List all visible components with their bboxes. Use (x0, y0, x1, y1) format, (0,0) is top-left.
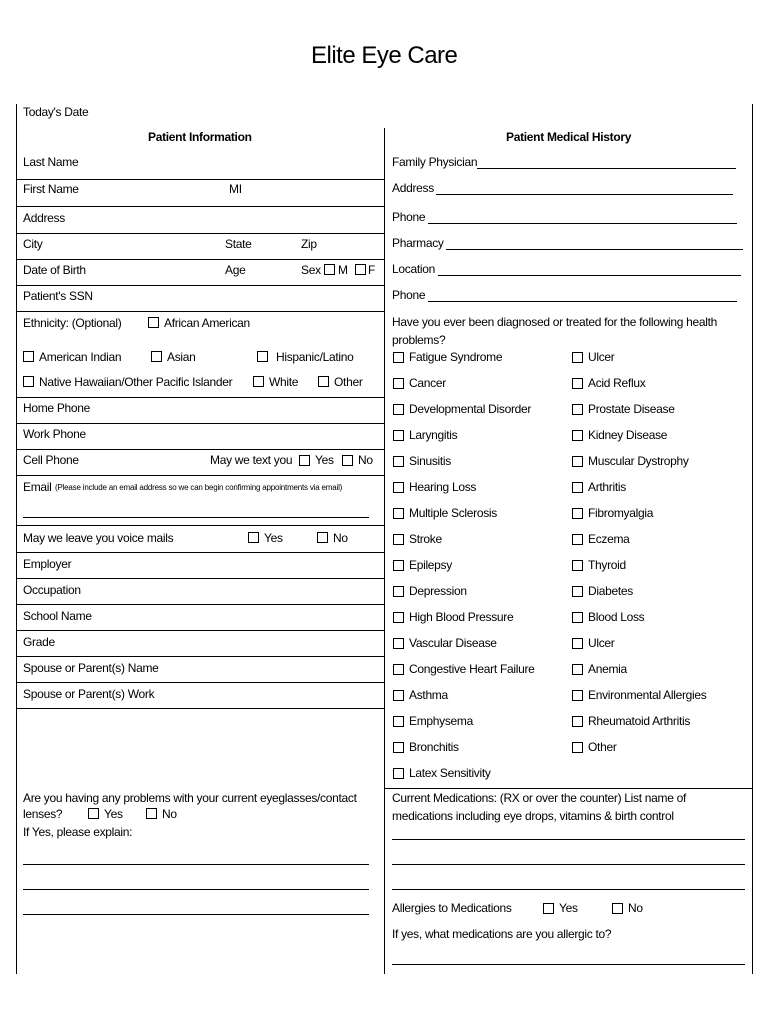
hawaiian-checkbox[interactable] (23, 376, 34, 387)
american-indian-checkbox[interactable] (23, 351, 34, 362)
condition-label: Hearing Loss (409, 480, 477, 494)
condition-label: Ulcer (588, 350, 615, 364)
sex-m-label: M (338, 263, 348, 277)
sex-f-label: F (368, 263, 376, 277)
condition-checkbox[interactable] (393, 768, 404, 779)
divider (17, 656, 384, 657)
location-label: Location (392, 262, 435, 276)
voicemail-no-checkbox[interactable] (317, 532, 328, 543)
condition-checkbox[interactable] (572, 664, 583, 675)
condition-checkbox[interactable] (393, 690, 404, 701)
condition-checkbox[interactable] (572, 742, 583, 753)
african-american-label: African American (164, 316, 250, 330)
white-checkbox[interactable] (253, 376, 264, 387)
divider (17, 552, 384, 553)
eyeglass-yes-label: Yes (104, 807, 123, 821)
condition-checkbox[interactable] (572, 456, 583, 467)
explain-line-3[interactable] (23, 914, 369, 915)
medications-line-2[interactable] (392, 864, 745, 865)
condition-checkbox[interactable] (572, 690, 583, 701)
sex-label: Sex (301, 263, 321, 277)
condition-label: Vascular Disease (409, 636, 497, 650)
divider (17, 708, 384, 709)
condition-checkbox[interactable] (572, 482, 583, 493)
divider (17, 630, 384, 631)
voicemail-question: May we leave you voice mails (23, 531, 174, 545)
age-label[interactable]: Age (225, 263, 246, 277)
cell-phone-label[interactable]: Cell Phone (23, 453, 79, 467)
condition-label: Fibromyalgia (588, 506, 654, 520)
condition-label: Blood Loss (588, 610, 645, 624)
eyeglass-question-line2: lenses? (23, 807, 63, 821)
white-label: White (269, 375, 299, 389)
physician-address-input[interactable] (436, 194, 733, 195)
physician-phone-label: Phone (392, 210, 426, 224)
city-label[interactable]: City (23, 237, 43, 251)
voicemail-yes-checkbox[interactable] (248, 532, 259, 543)
medications-line1: Current Medications: (RX or over the counter) List name of (392, 791, 687, 805)
asian-label: Asian (167, 350, 196, 364)
email-label[interactable]: Email (23, 480, 52, 494)
condition-label: Ulcer (588, 636, 615, 650)
other-ethnicity-checkbox[interactable] (318, 376, 329, 387)
allergies-no-checkbox[interactable] (612, 903, 623, 914)
condition-label: Prostate Disease (588, 402, 675, 416)
physician-phone-input[interactable] (428, 223, 737, 224)
explain-label: If Yes, please explain: (23, 825, 133, 839)
african-american-checkbox[interactable] (148, 317, 159, 328)
condition-checkbox[interactable] (572, 716, 583, 727)
asian-checkbox[interactable] (151, 351, 162, 362)
allergies-label: Allergies to Medications (392, 901, 512, 915)
condition-checkbox[interactable] (572, 352, 583, 363)
divider (17, 311, 384, 312)
condition-label: Acid Reflux (588, 376, 646, 390)
condition-checkbox[interactable] (572, 638, 583, 649)
medical-history-header: Patient Medical History (506, 130, 632, 144)
condition-checkbox[interactable] (393, 482, 404, 493)
diagnosed-question-line1: Have you ever been diagnosed or treated for the following health (392, 315, 718, 329)
condition-checkbox[interactable] (393, 430, 404, 441)
condition-checkbox[interactable] (393, 716, 404, 727)
pharmacy-input[interactable] (446, 249, 743, 250)
address-label[interactable]: Address (23, 211, 65, 225)
eyeglass-question-line1: Are you having any problems with your current eyeglasses/contact (23, 791, 357, 805)
condition-label: Kidney Disease (588, 428, 668, 442)
divider (17, 682, 384, 683)
eyeglass-no-checkbox[interactable] (146, 808, 157, 819)
divider (17, 206, 384, 207)
condition-checkbox[interactable] (572, 534, 583, 545)
voicemail-no-label: No (333, 531, 348, 545)
todays-date-label[interactable]: Today's Date (23, 105, 89, 119)
email-note: (Please include an email address so we can begin confirming appointments via email) (55, 483, 343, 492)
last-name-label[interactable]: Last Name (23, 155, 79, 169)
dob-label[interactable]: Date of Birth (23, 263, 86, 277)
patient-information-header: Patient Information (148, 130, 252, 144)
condition-label: Multiple Sclerosis (409, 506, 497, 520)
email-input-line[interactable] (23, 517, 369, 518)
allergic-question: If yes, what medications are you allergic to? (392, 927, 612, 941)
american-indian-label: American Indian (39, 350, 122, 364)
condition-label: Cancer (409, 376, 446, 390)
hispanic-checkbox[interactable] (257, 351, 268, 362)
condition-checkbox[interactable] (572, 612, 583, 623)
condition-label: Thyroid (588, 558, 626, 572)
school-name-label[interactable]: School Name (23, 609, 92, 623)
divider (17, 449, 384, 450)
physician-address-label: Address (392, 181, 434, 195)
left-border (16, 104, 17, 974)
eyeglass-yes-checkbox[interactable] (88, 808, 99, 819)
condition-checkbox[interactable] (393, 404, 404, 415)
location-input[interactable] (438, 275, 741, 276)
condition-label: Asthma (409, 688, 448, 702)
text-no-checkbox[interactable] (342, 455, 353, 466)
voicemail-yes-label: Yes (264, 531, 283, 545)
condition-checkbox[interactable] (572, 508, 583, 519)
divider (385, 788, 752, 789)
condition-checkbox[interactable] (393, 664, 404, 675)
divider (17, 423, 384, 424)
condition-checkbox[interactable] (572, 586, 583, 597)
condition-label: Laryngitis (409, 428, 458, 442)
divider (17, 259, 384, 260)
allergies-yes-checkbox[interactable] (543, 903, 554, 914)
home-phone-label[interactable]: Home Phone (23, 401, 91, 415)
condition-label: Eczema (588, 532, 630, 546)
condition-checkbox[interactable] (572, 378, 583, 389)
condition-checkbox[interactable] (393, 638, 404, 649)
ethnicity-label: Ethnicity: (Optional) (23, 316, 122, 330)
employer-label[interactable]: Employer (23, 557, 72, 571)
allergies-yes-label: Yes (559, 901, 578, 915)
medications-line2: medications including eye drops, vitamins & birth control (392, 809, 674, 823)
text-question: May we text you (210, 453, 293, 467)
condition-checkbox[interactable] (572, 560, 583, 571)
divider (17, 233, 384, 234)
condition-label: Stroke (409, 532, 442, 546)
condition-checkbox[interactable] (393, 586, 404, 597)
divider (17, 397, 384, 398)
condition-checkbox[interactable] (393, 560, 404, 571)
condition-checkbox[interactable] (572, 430, 583, 441)
medications-line-3[interactable] (392, 889, 745, 890)
pharmacy-phone-label: Phone (392, 288, 426, 302)
condition-label: Latex Sensitivity (409, 766, 491, 780)
text-yes-checkbox[interactable] (299, 455, 310, 466)
sex-m-checkbox[interactable] (324, 264, 335, 275)
text-no-label: No (358, 453, 373, 467)
condition-label: Fatigue Syndrome (409, 350, 503, 364)
condition-label: Rheumatoid Arthritis (588, 714, 691, 728)
condition-label: Bronchitis (409, 740, 459, 754)
page-title: Elite Eye Care (311, 42, 458, 69)
hawaiian-label: Native Hawaiian/Other Pacific Islander (39, 375, 233, 389)
condition-label: Anemia (588, 662, 627, 676)
condition-label: Emphysema (409, 714, 473, 728)
work-phone-label[interactable]: Work Phone (23, 427, 86, 441)
condition-checkbox[interactable] (393, 456, 404, 467)
explain-line-2[interactable] (23, 889, 369, 890)
spouse-name-label[interactable]: Spouse or Parent(s) Name (23, 661, 159, 675)
spouse-work-label[interactable]: Spouse or Parent(s) Work (23, 687, 155, 701)
condition-label: Arthritis (588, 480, 626, 494)
state-label[interactable]: State (225, 237, 252, 251)
divider (17, 179, 384, 180)
allergic-input-line[interactable] (392, 964, 745, 965)
condition-checkbox[interactable] (393, 612, 404, 623)
explain-line-1[interactable] (23, 864, 369, 865)
condition-label: Sinusitis (409, 454, 451, 468)
condition-checkbox[interactable] (393, 352, 404, 363)
divider (17, 604, 384, 605)
condition-checkbox[interactable] (393, 742, 404, 753)
divider (17, 475, 384, 476)
eyeglass-no-label: No (162, 807, 177, 821)
divider (17, 285, 384, 286)
family-physician-input[interactable] (477, 168, 736, 169)
condition-label: Environmental Allergies (588, 688, 707, 702)
condition-label: Muscular Dystrophy (588, 454, 689, 468)
hispanic-label: Hispanic/Latino (276, 350, 354, 364)
mi-label[interactable]: MI (229, 182, 242, 196)
condition-label: Congestive Heart Failure (409, 662, 535, 676)
medications-line-1[interactable] (392, 839, 745, 840)
diagnosed-question-line2: problems? (392, 333, 446, 347)
zip-label[interactable]: Zip (301, 237, 317, 251)
condition-label: Depression (409, 584, 467, 598)
condition-checkbox[interactable] (393, 534, 404, 545)
pharmacy-phone-input[interactable] (428, 301, 737, 302)
ssn-label[interactable]: Patient's SSN (23, 289, 93, 303)
right-border (752, 104, 753, 974)
text-yes-label: Yes (315, 453, 334, 467)
condition-checkbox[interactable] (393, 508, 404, 519)
divider (17, 578, 384, 579)
condition-label: Developmental Disorder (409, 402, 532, 416)
condition-label: Diabetes (588, 584, 633, 598)
occupation-label[interactable]: Occupation (23, 583, 81, 597)
condition-checkbox[interactable] (572, 404, 583, 415)
condition-checkbox[interactable] (393, 378, 404, 389)
other-ethnicity-label: Other (334, 375, 363, 389)
condition-label: High Blood Pressure (409, 610, 514, 624)
condition-label: Epilepsy (409, 558, 452, 572)
center-divider (384, 128, 385, 974)
grade-label[interactable]: Grade (23, 635, 55, 649)
sex-f-checkbox[interactable] (355, 264, 366, 275)
family-physician-label: Family Physician (392, 155, 478, 169)
divider (17, 525, 384, 526)
condition-label: Other (588, 740, 617, 754)
first-name-label[interactable]: First Name (23, 182, 79, 196)
pharmacy-label: Pharmacy (392, 236, 444, 250)
allergies-no-label: No (628, 901, 643, 915)
